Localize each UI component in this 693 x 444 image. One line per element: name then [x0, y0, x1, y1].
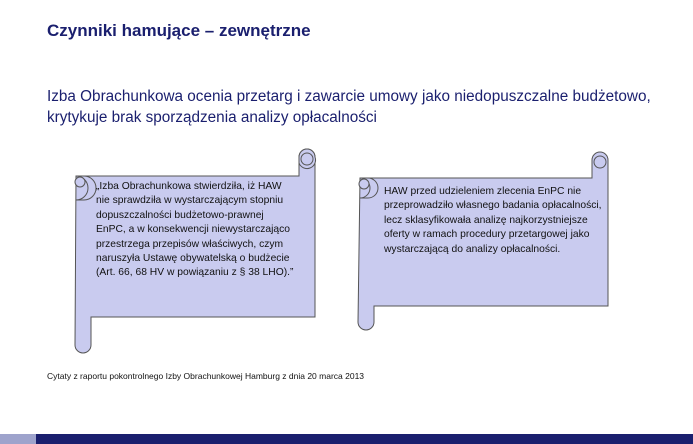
- quote-scroll-2: [346, 152, 616, 331]
- quote-text: HAW przed udzieleniem zlecenia EnPC nie przeprowadziło własnego badania opłacalności, lecz sklasyfikowała analizę najkorzystniejsze oferty w ramach procedury przetargowej jako wystarczającą do analizy opłacalności.: [384, 186, 602, 255]
- slide-title: Czynniki hamujące – zewnętrzne: [47, 21, 311, 40]
- slide-subtitle: Izba Obrachunkowa ocenia przetarg i zawarcie umowy jako niedopuszczalne budżetowo, krytykuje brak sporządzenia analizy opłacalności: [47, 88, 651, 126]
- footer-bar: [0, 434, 693, 444]
- quote-text: „Izba Obrachunkowa stwierdziła, iż HAW nie sprawdziła w wystarczającym stopniu dopuszczalności budżetowo-prawnej EnPC, a w konsekwencji niewystarczająco przestrzega przepisów właściwych, czym naruszyła Ustawę obywatelską o budżecie (Art. 66, 68 HV w powiązaniu z § 38 LHO).”: [96, 181, 294, 279]
- quote-scroll-1: [46, 149, 321, 355]
- footer-bar-accent: [0, 434, 36, 444]
- source-note: Cytaty z raportu pokontrolnego Izby Obrachunkowej Hamburg z dnia 20 marca 2013: [47, 371, 365, 381]
